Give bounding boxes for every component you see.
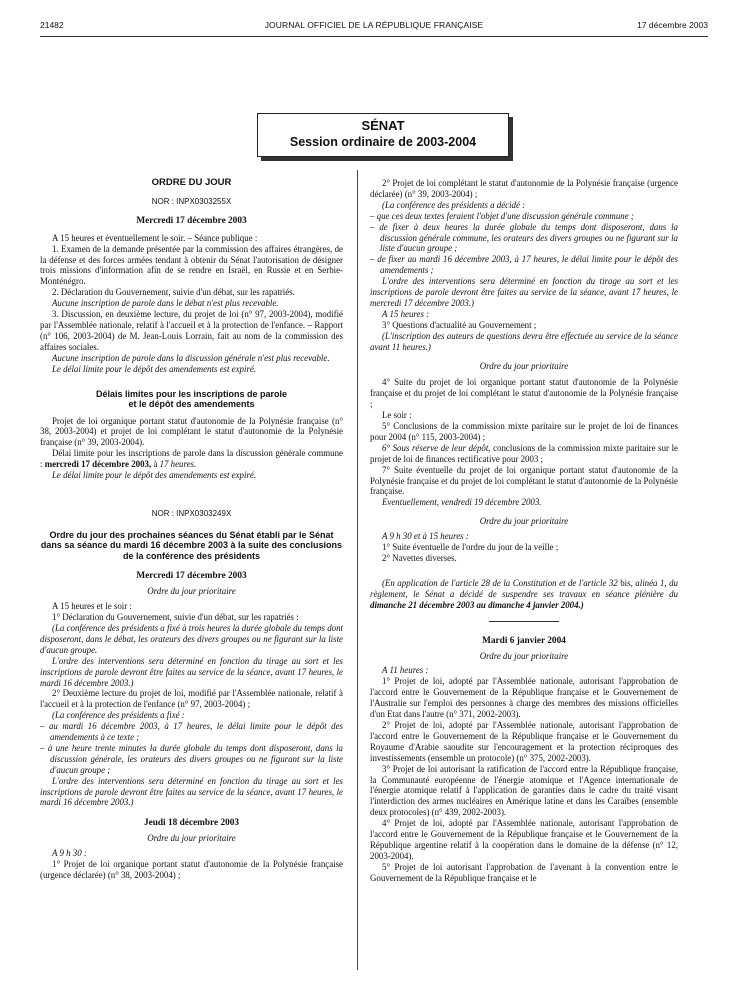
paragraph: Délai limite pour les inscriptions de parole dans la discussion générale commune : mercredi 17 décembre 2003, à 17 heures. [40, 448, 343, 470]
paragraph: (La conférence des présidents a décidé : [382, 199, 526, 210]
section-heading: Ordre du jour des prochaines séances du Sénat établi par le Sénat dans sa séance du mardi 16 décembre 2003 à la suite des conclusions de la conférence des présidents [40, 529, 343, 561]
paragraph: 1° Déclaration du Gouvernement, suivie d'un débat, sur les rapatriés : [52, 612, 299, 623]
paragraph: A 9 h 30 et à 15 heures : [382, 531, 469, 542]
paragraph: 1° Projet de loi organique portant statut d'autonomie de la Polynésie française (urgence déclarée) (n° 38, 2003-2004) ; [40, 859, 343, 880]
day-heading: Mardi 6 janvier 2004 [482, 635, 566, 646]
paragraph: 1° Suite éventuelle de l'ordre du jour de la veille ; [382, 542, 559, 553]
paragraph: (L'inscription des auteurs de questions devra être effectuée au service de la séance avant 11 heures.) [370, 330, 678, 352]
paragraph: (La conférence des présidents a fixé à trois heures la durée globale du temps dont disposeront, dans le débat, les orateurs des divers groupes ou ne figurant sur la liste d'aucun groupe. [40, 622, 343, 655]
list-item: – de fixer au mardi 16 décembre 2003, à 17 heures, le délai limite pour le dépôt des amendements ; [370, 254, 678, 276]
subheading: Ordre du jour prioritaire [479, 360, 569, 371]
day-heading: Mercredi 17 décembre 2003 [136, 215, 247, 226]
issue-date: 17 décembre 2003 [637, 20, 708, 30]
paragraph: L'ordre des interventions sera déterminé en fonction du tirage au sort et les inscriptions de parole devront être faites au service de la séance, avant 17 heures, le mardi 16 décembre 2003.) [40, 775, 343, 808]
section-heading: Délais limites pour les inscriptions de parole [95, 388, 288, 399]
paragraph: 1. Examen de la demande présentée par la commission des affaires étrangères, de la défense et des forces armées tendant à obtenir du Sénat l'autorisation de désigner trois missions d'information afin de se rendre en Israël, en Russie et en Serbie-Monténégro. [40, 243, 343, 287]
list-item: – de fixer à deux heures la durée globale du temps dont disposeront, dans la discussion générale commune, les orateurs des divers groupes ou ne figurant sur la liste d'aucun groupe ; [370, 221, 678, 254]
paragraph: 7° Suite éventuelle du projet de loi organique portant statut d'autonomie de la Polynésie française et du projet de loi complétant le statut d'autonomie de la Polynésie française. [370, 464, 678, 497]
paragraph: L'ordre des interventions sera déterminé en fonction du tirage au sort et les inscriptions de parole devront être faites au service de la séance, avant 17 heures, le mercredi 17 décembre 2003.) [370, 276, 678, 308]
paragraph: 2° Navettes diverses. [382, 553, 457, 563]
list-item: – que ces deux textes feraient l'objet d'une discussion générale commune ; [370, 210, 634, 221]
journal-title: JOURNAL OFFICIEL DE LA RÉPUBLIQUE FRANÇAISE [264, 20, 484, 30]
paragraph: Projet de loi organique portant statut d'autonomie de la Polynésie française (n° 38, 2003-2004) et projet de loi complétant le statut d'autonomie de la Polynésie française (n° 39, 2003-2004). [40, 415, 343, 448]
senate-title: SÉNAT [361, 118, 405, 133]
paragraph: A 9 h 30 : [52, 848, 87, 859]
paragraph: Eventuellement, vendredi 19 décembre 2003. [382, 497, 542, 508]
subheading: Ordre du jour prioritaire [147, 833, 236, 844]
page-header [40, 20, 708, 34]
subheading: Ordre du jour prioritaire [147, 586, 236, 597]
column-separator [357, 170, 358, 970]
paragraph: A 15 heures : [382, 308, 430, 319]
day-heading: Mercredi 17 décembre 2003 [136, 571, 247, 582]
subheading: Ordre du jour prioritaire [479, 516, 569, 527]
paragraph: Aucune inscription de parole dans la discussion générale n'est plus recevable. [52, 352, 330, 363]
paragraph: L'ordre des interventions sera déterminé en fonction du tirage au sort et les inscriptions de parole devront être faites au service de la séance, avant 17 heures, le mardi 16 décembre 2003.) [40, 655, 343, 688]
left-column [40, 178, 343, 881]
paragraph: 3° Projet de loi autorisant la ratification de l'accord entre la République française, la Communauté européenne de l'énergie atomique et l'Agence internationale de l'énergie atomique relatif à l'application de garanties dans le cadre du traité visant l'interdiction des armes nucléaires en Amérique latine et dans les Caraïbes (ensemble deux protocoles) (n° 439, 2002-2003). [370, 763, 678, 818]
paragraph: A 15 heures et le soir : [52, 601, 132, 612]
paragraph: A 11 heures : [382, 665, 429, 676]
suspension-note: (En application de l'article 28 de la Constitution et de l'article 32 bis, alinéa 1, du règlement, le Sénat a décidé de suspendre ses travaux en séance plénière du dimanche 21 décembre 2003 au dimanche 4 janvier 2004.) [370, 577, 678, 610]
paragraph: 2° Projet de loi, adopté par l'Assemblée nationale, autorisant l'approbation de l'accord entre le Gouvernement de la République française et le Gouvernement du Royaume d'Arabie saoudite sur l'encouragement et la protection réciproques des investissements (ensemble un protocole) (n° 375, 2002-2003). [370, 719, 678, 763]
header-rule [40, 36, 708, 37]
list-item: – à une heure trente minutes la durée globale du temps dont disposeront, dans la discussion générale, les orateurs des divers groupes ou ne figurant sur la liste d'aucun groupe ; [40, 742, 343, 775]
day-heading: Jeudi 18 décembre 2003 [143, 818, 240, 829]
paragraph: 2° Deuxième lecture du projet de loi, modifié par l'Assemblée nationale, relatif à l'accueil et à la protection de l'enfance (n° 97, 2003-2004) ; [40, 688, 343, 710]
nor-reference: NOR : INPX0303249X [151, 508, 232, 518]
paragraph: 1° Projet de loi, adopté par l'Assemblée nationale, autorisant l'approbation de l'accord entre le Gouvernement de la République française et le Gouvernement de l'Australie sur l'emploi des personnes à charge des membres des missions officielles d'un Etat dans l'autre (n° 371, 2002-2003). [370, 676, 678, 720]
subheading: Ordre du jour prioritaire [479, 650, 569, 661]
paragraph: Le soir : [382, 410, 412, 421]
right-column [370, 178, 678, 884]
paragraph: 4° Projet de loi, adopté par l'Assemblée nationale, autorisant l'approbation de l'accord entre le Gouvernement de la République française et le Gouvernement de la République argentine relatif à la coopération dans le domaine de la défense (n° 12, 2003-2004). [370, 818, 678, 861]
paragraph: 3° Questions d'actualité au Gouvernement ; [382, 319, 537, 330]
paragraph: Le délai limite pour le dépôt des amendements est expiré. [52, 470, 257, 481]
paragraph: Aucune inscription de parole dans le débat n'est plus recevable. [52, 298, 279, 309]
paragraph: 5° Conclusions de la commission mixte paritaire sur le projet de loi de finances pour 2004 (n° 115, 2003-2004) ; [370, 421, 678, 442]
paragraph: A 15 heures et éventuellement le soir. – Séance publique : [52, 232, 258, 243]
list-item: – au mardi 16 décembre 2003, à 17 heures, le délai limite pour le dépôt des amendements à ce texte ; [40, 721, 343, 743]
page-number: 21482 [40, 20, 64, 30]
paragraph: 3. Discussion, en deuxième lecture, du projet de loi (n° 97, 2003-2004), modifié par l'Assemblée nationale, relatif à l'accueil et à la protection de l'enfance. – Rapport (n° 106, 2003-2004) de M. Jean-Louis Lorrain, fait au nom de la commission des affaires sociales. [40, 309, 343, 352]
paragraph: Le délai limite pour le dépôt des amendements est expiré. [52, 363, 257, 374]
paragraph: 5° Projet de loi autorisant l'approbation de l'avenant à la convention entre le Gouvernement de la République française et le [370, 861, 678, 883]
ordre-du-jour-heading: ORDRE DU JOUR [151, 177, 232, 188]
session-title: Session ordinaire de 2003-2004 [289, 135, 477, 149]
nor-reference: NOR : INPX0303255X [151, 196, 232, 206]
paragraph: 6° Sous réserve de leur dépôt, conclusions de la commission mixte paritaire sur le projet de loi de finances rectificative pour 2003 ; [370, 442, 678, 464]
paragraph: 2. Déclaration du Gouvernement, suivie d'un débat, sur les rapatriés. [52, 287, 295, 298]
senate-title-box [257, 113, 509, 157]
paragraph: 2° Projet de loi complétant le statut d'autonomie de la Polynésie française (urgence déclarée) (n° 39, 2003-2004) ; [370, 178, 678, 199]
section-heading: et le dépôt des amendements [128, 399, 255, 409]
paragraph: (La conférence des présidents a fixé : [52, 710, 185, 721]
paragraph: 4° Suite du projet de loi organique portant statut d'autonomie de la Polynésie française et du projet de loi complétant le statut d'autonomie de la Polynésie française ; [370, 377, 678, 410]
